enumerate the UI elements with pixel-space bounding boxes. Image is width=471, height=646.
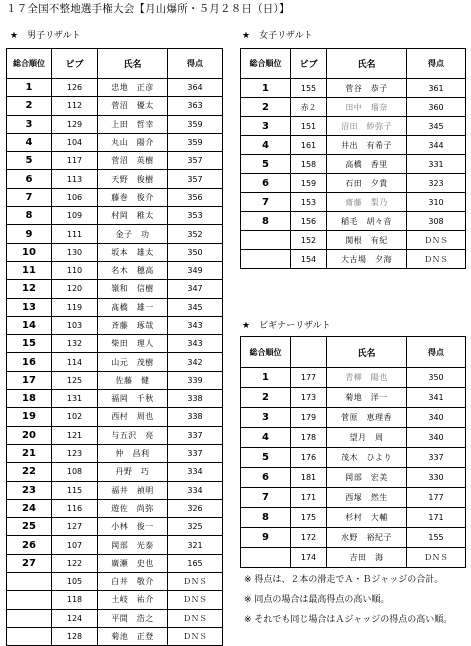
bib-cell: 154: [291, 250, 327, 269]
name-cell: 井出 有希子: [327, 136, 407, 155]
score-cell: ＤＮＳ: [168, 627, 223, 645]
bib-cell: 156: [291, 212, 327, 231]
name-cell: 青柳 陽也: [327, 368, 407, 388]
name-cell: 齋藤 梨乃: [327, 193, 407, 212]
score-cell: 344: [407, 136, 466, 155]
bib-cell: 108: [52, 463, 98, 481]
bib-cell: 181: [291, 468, 327, 488]
score-cell: 323: [407, 174, 466, 193]
table-row: [241, 468, 466, 488]
bib-cell: 113: [52, 170, 98, 188]
name-cell: 廣瀬 史也: [98, 554, 168, 572]
bib-cell: 104: [52, 133, 98, 151]
score-cell: 337: [168, 426, 223, 444]
score-cell: 361: [407, 79, 466, 98]
score-cell: 350: [407, 368, 466, 388]
rank-cell: 20: [7, 426, 52, 444]
score-cell: 321: [168, 536, 223, 554]
beginner-results-table: [240, 336, 466, 568]
bib-cell: 179: [291, 408, 327, 428]
table-row: [7, 444, 223, 462]
bib-cell: 128: [52, 627, 98, 645]
score-cell: 357: [168, 152, 223, 170]
score-cell: 310: [407, 193, 466, 212]
score-cell: 331: [407, 155, 466, 174]
rank-cell: 26: [7, 536, 52, 554]
table-row: [7, 316, 223, 334]
bib-cell: 125: [52, 371, 98, 389]
name-cell: 白井 敬介: [98, 573, 168, 591]
table-row: [7, 152, 223, 170]
rank-cell: 10: [7, 243, 52, 261]
score-cell: 345: [407, 117, 466, 136]
rank-cell: 17: [7, 371, 52, 389]
name-cell: 仲 昌利: [98, 444, 168, 462]
header-bib: ビブ: [291, 49, 327, 79]
rank-cell: [7, 573, 52, 591]
name-cell: 柴田 理人: [98, 335, 168, 353]
name-cell: 西塚 然生: [327, 488, 407, 508]
score-cell: 155: [407, 528, 466, 548]
name-cell: 菅谷 恭子: [327, 79, 407, 98]
table-row: [7, 554, 223, 572]
bib-cell: 105: [52, 573, 98, 591]
bib-cell: 126: [52, 79, 98, 97]
name-cell: 山元 茂樹: [98, 353, 168, 371]
table-row: [241, 212, 466, 231]
table-row: [7, 133, 223, 151]
name-cell: 関根 有紀: [327, 231, 407, 250]
name-cell: 上田 哲幸: [98, 115, 168, 133]
rank-cell: 8: [241, 212, 291, 231]
name-cell: 遊佐 尚弥: [98, 499, 168, 517]
rank-cell: 4: [241, 136, 291, 155]
bib-cell: 153: [291, 193, 327, 212]
bib-cell: 176: [291, 448, 327, 468]
note-3: ※ それでも同じ場合はＡジャッジの得点の高い順。: [244, 615, 453, 625]
rank-cell: 19: [7, 408, 52, 426]
score-cell: 339: [168, 371, 223, 389]
rank-cell: [241, 250, 291, 269]
name-cell: 菊池 正登: [98, 627, 168, 645]
score-cell: 171: [407, 508, 466, 528]
name-cell: 佐藤 健: [98, 371, 168, 389]
rank-cell: 2: [241, 388, 291, 408]
rank-cell: 1: [7, 79, 52, 97]
table-row: [241, 508, 466, 528]
rank-cell: 9: [7, 225, 52, 243]
rank-cell: 6: [241, 174, 291, 193]
bib-cell: 173: [291, 388, 327, 408]
table-row: [241, 231, 466, 250]
name-cell: 菅沼 優太: [98, 97, 168, 115]
table-row: [7, 335, 223, 353]
table-row: [7, 591, 223, 609]
header-score: 得点: [168, 49, 223, 79]
table-row: [7, 627, 223, 645]
score-cell: 337: [407, 448, 466, 468]
table-row: [7, 518, 223, 536]
name-cell: 斉藤 琢哉: [98, 316, 168, 334]
name-cell: 菅原 恵理香: [327, 408, 407, 428]
score-cell: 308: [407, 212, 466, 231]
rank-cell: 6: [241, 468, 291, 488]
header-bib: [291, 337, 327, 368]
score-cell: 357: [168, 170, 223, 188]
rank-cell: 6: [7, 170, 52, 188]
name-cell: 嶺和 信樹: [98, 280, 168, 298]
header-name: 氏名: [98, 49, 168, 79]
name-cell: 髙橋 雄一: [98, 298, 168, 316]
bib-cell: 124: [52, 609, 98, 627]
rank-cell: [7, 591, 52, 609]
table-row: [7, 390, 223, 408]
note-2: ※ 同点の場合は最高得点の高い順。: [244, 595, 390, 605]
header-rank: 総合順位: [241, 337, 291, 368]
note-1: ※ 得点は、２本の滑走でＡ・Ｂジャッジの合計。: [244, 575, 444, 585]
beginner-section-heading: ★ ビギナーリザルト: [242, 321, 331, 331]
bib-cell: 103: [52, 316, 98, 334]
name-cell: 茂木 ひより: [327, 448, 407, 468]
rank-cell: [7, 627, 52, 645]
rank-cell: 21: [7, 444, 52, 462]
table-row: [241, 136, 466, 155]
bib-cell: 114: [52, 353, 98, 371]
score-cell: 363: [168, 97, 223, 115]
name-cell: 稲毛 胡々音: [327, 212, 407, 231]
table-row: [7, 353, 223, 371]
table-row: [241, 250, 466, 269]
rank-cell: 11: [7, 261, 52, 279]
table-row: [241, 368, 466, 388]
table-row: [7, 115, 223, 133]
score-cell: 334: [168, 463, 223, 481]
name-cell: 田中 瑠奈: [327, 98, 407, 117]
bib-cell: 152: [291, 231, 327, 250]
name-cell: 石田 夕貴: [327, 174, 407, 193]
rank-cell: 5: [241, 155, 291, 174]
rank-cell: 1: [241, 79, 291, 98]
table-row: [241, 117, 466, 136]
table-row: [241, 548, 466, 568]
page-title: １７全国不整地選手権大会【月山爆所・５月２８日（日）】: [6, 3, 290, 15]
rank-cell: 3: [241, 408, 291, 428]
score-cell: 177: [407, 488, 466, 508]
score-cell: 341: [407, 388, 466, 408]
table-row: [7, 573, 223, 591]
table-row: [7, 170, 223, 188]
score-cell: 360: [407, 98, 466, 117]
bib-cell: 117: [52, 152, 98, 170]
bib-cell: 172: [291, 528, 327, 548]
table-row: [241, 174, 466, 193]
table-row: [7, 371, 223, 389]
name-cell: 菅沼 英樹: [98, 152, 168, 170]
bib-cell: 174: [291, 548, 327, 568]
rank-cell: 13: [7, 298, 52, 316]
bib-cell: 121: [52, 426, 98, 444]
bib-cell: 107: [52, 536, 98, 554]
score-cell: 343: [168, 335, 223, 353]
score-cell: 337: [168, 444, 223, 462]
bib-cell: 115: [52, 481, 98, 499]
name-cell: 高橋 香里: [327, 155, 407, 174]
bib-cell: 129: [52, 115, 98, 133]
score-cell: 359: [168, 133, 223, 151]
rank-cell: 8: [241, 508, 291, 528]
table-row: [241, 408, 466, 428]
name-cell: 福井 禎明: [98, 481, 168, 499]
header-rank: 総合順位: [7, 49, 52, 79]
name-cell: 村岡 稚太: [98, 207, 168, 225]
name-cell: 岡部 宏美: [327, 468, 407, 488]
men-results-table: [6, 48, 223, 646]
bib-cell: 112: [52, 97, 98, 115]
table-row: [7, 499, 223, 517]
score-cell: 349: [168, 261, 223, 279]
table-row: [241, 155, 466, 174]
score-cell: 340: [407, 408, 466, 428]
bib-cell: 177: [291, 368, 327, 388]
score-cell: 352: [168, 225, 223, 243]
rank-cell: 3: [241, 117, 291, 136]
table-row: [7, 536, 223, 554]
score-cell: 334: [168, 481, 223, 499]
table-row: [7, 188, 223, 206]
table-row: [7, 609, 223, 627]
header-name: 氏名: [327, 337, 407, 368]
men-section-heading: ★ 男子リザルト: [10, 31, 81, 41]
rank-cell: [7, 609, 52, 627]
table-row: [7, 225, 223, 243]
rank-cell: 9: [241, 528, 291, 548]
rank-cell: [241, 231, 291, 250]
name-cell: 杉村 大輔: [327, 508, 407, 528]
rank-cell: 8: [7, 207, 52, 225]
rank-cell: 18: [7, 390, 52, 408]
name-cell: 金子 功: [98, 225, 168, 243]
rank-cell: 1: [241, 368, 291, 388]
rank-cell: 3: [7, 115, 52, 133]
score-cell: 338: [168, 408, 223, 426]
bib-cell: 116: [52, 499, 98, 517]
name-cell: 福岡 千秋: [98, 390, 168, 408]
name-cell: 西村 周也: [98, 408, 168, 426]
bib-cell: 118: [52, 591, 98, 609]
rank-cell: 5: [7, 152, 52, 170]
table-row: [241, 528, 466, 548]
bib-cell: 171: [291, 488, 327, 508]
table-row: [7, 207, 223, 225]
table-row: [241, 448, 466, 468]
bib-cell: 130: [52, 243, 98, 261]
bib-cell: 155: [291, 79, 327, 98]
bib-cell: 110: [52, 261, 98, 279]
rank-cell: 15: [7, 335, 52, 353]
name-cell: 丸山 陽介: [98, 133, 168, 151]
bib-cell: 106: [52, 188, 98, 206]
table-row: [7, 79, 223, 97]
name-cell: 吉田 海: [327, 548, 407, 568]
table-row: [7, 463, 223, 481]
bib-cell: 175: [291, 508, 327, 528]
name-cell: 沼田 紗弥子: [327, 117, 407, 136]
score-cell: 338: [168, 390, 223, 408]
rank-cell: 23: [7, 481, 52, 499]
bib-cell: 122: [52, 554, 98, 572]
score-cell: 364: [168, 79, 223, 97]
rank-cell: 7: [241, 488, 291, 508]
name-cell: 小林 俊一: [98, 518, 168, 536]
table-row: [241, 428, 466, 448]
score-cell: 345: [168, 298, 223, 316]
score-cell: 340: [407, 428, 466, 448]
score-cell: 326: [168, 499, 223, 517]
bib-cell: 151: [291, 117, 327, 136]
score-cell: 350: [168, 243, 223, 261]
score-cell: ＤＮＳ: [407, 548, 466, 568]
rank-cell: 12: [7, 280, 52, 298]
table-row: [7, 426, 223, 444]
score-cell: 343: [168, 316, 223, 334]
bib-cell: 123: [52, 444, 98, 462]
name-cell: 平間 浩之: [98, 609, 168, 627]
table-row: [7, 298, 223, 316]
name-cell: 天野 俊樹: [98, 170, 168, 188]
bib-cell: 119: [52, 298, 98, 316]
rank-cell: 5: [241, 448, 291, 468]
name-cell: 大古場 夕海: [327, 250, 407, 269]
table-row: [241, 488, 466, 508]
bib-cell: 赤２: [291, 98, 327, 117]
score-cell: ＤＮＳ: [168, 591, 223, 609]
bib-cell: 131: [52, 390, 98, 408]
score-cell: 353: [168, 207, 223, 225]
table-row: [7, 97, 223, 115]
rank-cell: 7: [241, 193, 291, 212]
name-cell: 与五沢 亮: [98, 426, 168, 444]
score-cell: ＤＮＳ: [407, 250, 466, 269]
name-cell: 名木 穂高: [98, 261, 168, 279]
table-row: [241, 79, 466, 98]
bib-cell: 111: [52, 225, 98, 243]
score-cell: 342: [168, 353, 223, 371]
score-cell: ＤＮＳ: [407, 231, 466, 250]
table-row: [7, 408, 223, 426]
name-cell: 望月 周: [327, 428, 407, 448]
bib-cell: 127: [52, 518, 98, 536]
table-row: [7, 481, 223, 499]
name-cell: 菊地 洋一: [327, 388, 407, 408]
table-row: [241, 388, 466, 408]
name-cell: 藤巻 俊介: [98, 188, 168, 206]
bib-cell: 132: [52, 335, 98, 353]
rank-cell: 22: [7, 463, 52, 481]
score-cell: 356: [168, 188, 223, 206]
header-score: 得点: [407, 49, 466, 79]
bib-cell: 158: [291, 155, 327, 174]
rank-cell: 7: [7, 188, 52, 206]
rank-cell: 4: [7, 133, 52, 151]
women-results-table: [240, 48, 466, 269]
rank-cell: 4: [241, 428, 291, 448]
bib-cell: 178: [291, 428, 327, 448]
score-cell: 347: [168, 280, 223, 298]
rank-cell: 25: [7, 518, 52, 536]
bib-cell: 102: [52, 408, 98, 426]
score-cell: 359: [168, 115, 223, 133]
name-cell: 岡部 光泰: [98, 536, 168, 554]
name-cell: 坂本 雄太: [98, 243, 168, 261]
rank-cell: 24: [7, 499, 52, 517]
score-cell: ＤＮＳ: [168, 573, 223, 591]
rank-cell: [241, 548, 291, 568]
rank-cell: 2: [7, 97, 52, 115]
score-cell: 165: [168, 554, 223, 572]
bib-cell: 109: [52, 207, 98, 225]
header-score: 得点: [407, 337, 466, 368]
header-rank: 総合順位: [241, 49, 291, 79]
bib-cell: 161: [291, 136, 327, 155]
name-cell: 水野 裕紀子: [327, 528, 407, 548]
table-row: [241, 98, 466, 117]
rank-cell: 27: [7, 554, 52, 572]
table-row: [7, 243, 223, 261]
bib-cell: 159: [291, 174, 327, 193]
rank-cell: 16: [7, 353, 52, 371]
header-bib: ビブ: [52, 49, 98, 79]
table-row: [241, 193, 466, 212]
name-cell: 土岐 祐介: [98, 591, 168, 609]
score-cell: 325: [168, 518, 223, 536]
score-cell: ＤＮＳ: [168, 609, 223, 627]
table-row: [7, 261, 223, 279]
bib-cell: 120: [52, 280, 98, 298]
table-row: [7, 280, 223, 298]
score-cell: 330: [407, 468, 466, 488]
women-section-heading: ★ 女子リザルト: [242, 31, 313, 41]
name-cell: 忠地 正彦: [98, 79, 168, 97]
name-cell: 丹野 巧: [98, 463, 168, 481]
rank-cell: 2: [241, 98, 291, 117]
header-name: 氏名: [327, 49, 407, 79]
rank-cell: 14: [7, 316, 52, 334]
